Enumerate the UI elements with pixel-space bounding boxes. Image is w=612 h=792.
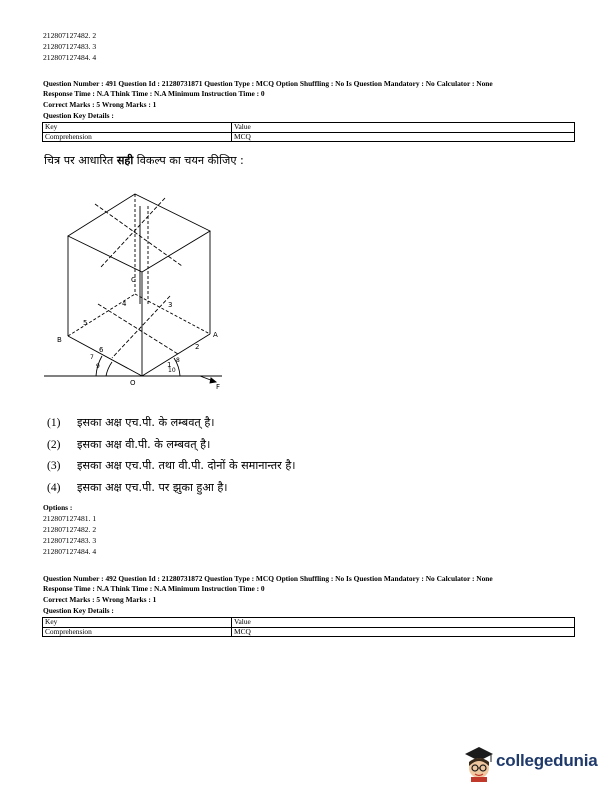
label-7: 7 [90,354,94,361]
label-6: 6 [99,346,104,354]
choice-number: (4) [47,482,61,494]
option-line: 212807127484. 4 [43,53,97,62]
question-text-bold: सही [116,154,134,167]
key-cell: Comprehension [43,627,232,637]
label-10: 10 [168,367,176,374]
option-line: 212807127481. 1 [43,514,97,523]
label-o: O [130,379,136,387]
label-9: 9 [96,363,100,370]
label-3: 3 [168,301,173,309]
response-time-line: Response Time : N.A Think Time : N.A Minimum Instruction Time : 0 [43,89,265,98]
label-8: 8 [176,357,180,364]
label-5: 5 [83,319,88,327]
choice-3 [47,458,296,473]
key-cell: Comprehension [43,132,232,142]
key-header: Key [43,123,232,133]
label-1: 1 [167,361,172,369]
marks-line: Correct Marks : 5 Wrong Marks : 1 [43,595,157,604]
choice-text: इसका अक्ष एच.पी. तथा वी.पी. दोनों के समानान्तर है। [77,459,296,472]
choice-1 [47,415,215,430]
label-a: A [213,331,218,339]
option-line: 212807127482. 2 [43,525,97,534]
label-b: B [57,336,62,344]
question-text [44,153,244,168]
choice-number: (2) [47,439,61,451]
label-4: 4 [122,300,127,308]
choice-text: इसका अक्ष एच.पी. पर झुका हुआ है। [77,481,228,494]
key-details-label: Question Key Details : [43,606,114,615]
prism-projection-diagram [40,186,230,391]
label-f: F [216,383,221,391]
key-details-label: Question Key Details : [43,111,114,120]
choice-text: इसका अक्ष वी.पी. के लम्बवत् है। [77,438,211,451]
question-meta-line: Question Number : 491 Question Id : 21280731871 Question Type : MCQ Option Shuffling : No Is Question Mandatory : No Calculator : None [43,79,493,88]
value-cell: MCQ [232,132,575,142]
brand-name: collegedunia [496,751,598,770]
marks-line: Correct Marks : 5 Wrong Marks : 1 [43,100,157,109]
choice-number: (3) [47,460,61,472]
value-header: Value [232,123,575,133]
choice-2 [47,437,210,452]
options-label: Options : [43,503,73,512]
question-text-pre: चित्र पर आधारित [44,154,117,167]
choice-4 [47,480,228,495]
label-c: C [131,276,136,284]
option-line: 212807127484. 4 [43,547,97,556]
question-key-table [42,122,575,142]
option-line: 212807127482. 2 [43,31,97,40]
response-time-line: Response Time : N.A Think Time : N.A Minimum Instruction Time : 0 [43,584,265,593]
question-meta-line: Question Number : 492 Question Id : 21280731872 Question Type : MCQ Option Shuffling : No Is Question Mandatory : No Calculator : None [43,574,493,583]
top-face [68,194,210,272]
choice-text: इसका अक्ष एच.पी. के लम्बवत् है। [77,416,215,429]
label-2: 2 [195,343,200,351]
key-header: Key [43,618,232,628]
question-text-post: विकल्प का चयन कीजिए : [133,154,244,167]
value-header: Value [232,618,575,628]
question-key-table [42,617,575,637]
value-cell: MCQ [232,627,575,637]
option-line: 212807127483. 3 [43,42,97,51]
option-line: 212807127483. 3 [43,536,97,545]
choice-number: (1) [47,417,61,429]
